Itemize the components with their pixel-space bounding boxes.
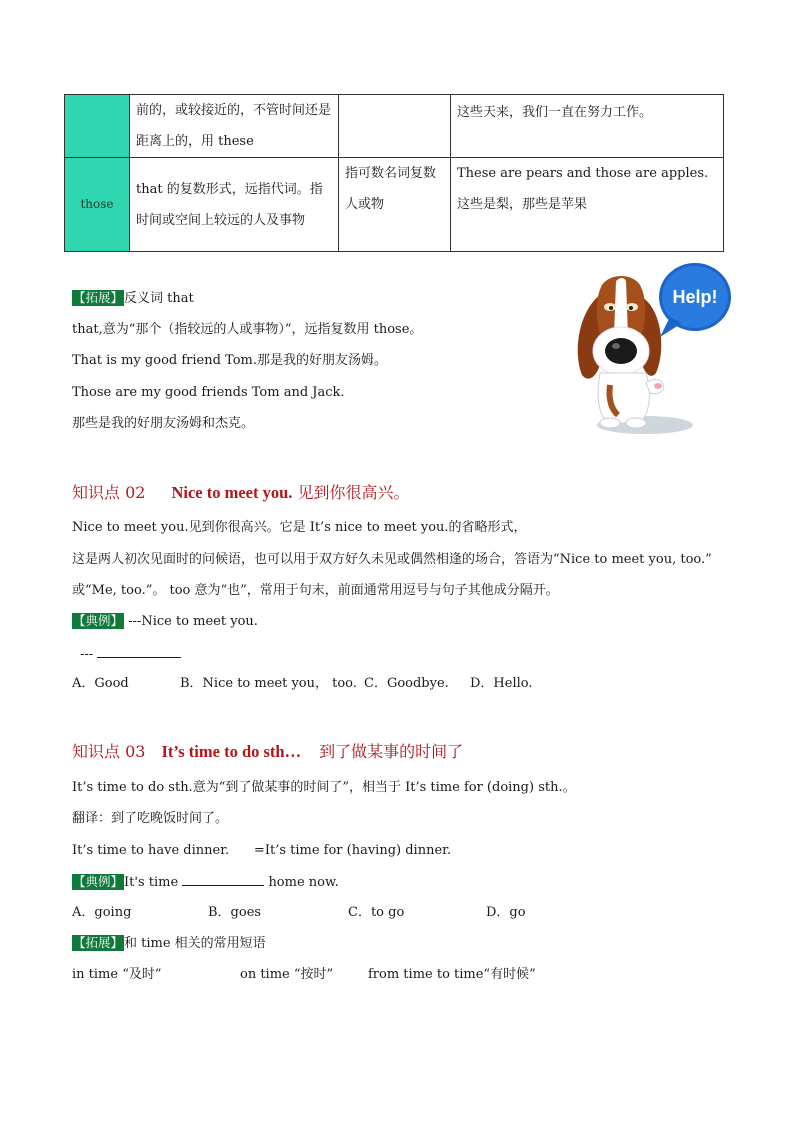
example-tag: 【典例】 [73,874,124,889]
example-blank[interactable] [182,873,264,886]
kp2-option: D．Hello. [470,676,533,691]
extend-line: 那些是我的好朋友汤姆和杰克。 [72,416,255,431]
table-cell-word [65,95,130,158]
table-row [65,158,724,252]
extend-line: that,意为“那个（指较远的人或事物）”，远指复数用 those。 [72,322,423,337]
comparison-table [64,94,724,252]
kp3-option: C．to go [348,905,405,920]
kp2-title-cn: 见到你很高兴。 [297,483,410,502]
table-cell-usage [339,158,451,252]
kp2-label: 知识点 02 [72,483,146,502]
kp3-title-cn: 到了做某事的时间了 [319,742,464,761]
answer-blank[interactable] [97,645,181,658]
table-cell-example [451,95,724,158]
bubble-text: Help! [672,287,718,307]
example-pre: It's time [124,875,179,890]
kp3-option: D．go [486,905,526,920]
example-tag: 【典例】 [73,613,124,628]
extend-title: 和 time 相关的常用短语 [124,936,266,951]
extend-line: Those are my good friends Tom and Jack. [72,385,345,400]
phrase-item: on time “按时” [240,967,334,982]
extend-title: 反义词 that [124,291,194,306]
kp2-title-en: Nice to meet you. [171,483,293,502]
kp2-answer-line [80,645,181,664]
kp2-line: Nice to meet you.见到你很高兴。它是 It’s nice to meet you.的省略形式， [72,520,527,535]
cell-example-text: 这些天来，我们一直在努力工作。 [457,105,653,120]
table-cell-meaning [130,158,339,252]
kp3-option: A．going [72,905,132,920]
kp2-option: C．Goodbye. [364,676,449,691]
example-post: home now. [268,875,339,890]
extend-line: That is my good friend Tom.那是我的好朋友汤姆。 [72,353,387,368]
kp2-line: 或“Me, too.”。 too 意为“也”，常用于句末，前面通常用逗号与句子其他成分隔开。 [72,583,559,598]
answer-dashes: --- [80,647,94,662]
cell-example-text: These are pears and those are apples. 这些是梨，那些是苹果 [457,166,709,212]
table-cell-word [65,158,130,252]
extend-tag: 【拓展】 [73,935,124,950]
cell-usage-text: 指可数名词复数人或物 [345,166,437,212]
kp3-title-en: It’s time to do sth… [161,742,302,761]
table-cell-example [451,158,724,252]
extend-heading [72,290,194,308]
kp2-example [72,613,258,631]
kp3-line: 翻译：到了吃晚饭时间了。 [72,811,229,826]
cell-meaning-text: 前的，或较接近的，不管时间还是距离上的，用 these [136,103,332,149]
kp2-option: B．Nice to meet you， too. [180,676,357,691]
kp2-heading [72,482,410,504]
dog-icon [570,255,740,445]
phrase-item: from time to time“有时候” [368,967,536,982]
cell-word-text: those [80,197,114,211]
kp3-heading [72,741,463,763]
kp3-extend-heading [72,935,266,953]
table-cell-meaning [130,95,339,158]
help-dog-illustration [570,255,740,445]
kp3-line: It’s time to do sth.意为“到了做某事的时间了”，相当于 It’s time for (doing) sth.。 [72,780,576,795]
cell-meaning-text: that 的复数形式，远指代词。指时间或空间上较远的人及事物 [136,181,323,228]
table-row [65,95,724,158]
kp3-option: B．goes [208,905,262,920]
kp2-line: 这是两人初次见面时的问候语，也可以用于双方好久未见或偶然相逢的场合，答语为“Nice to meet you, too.” [72,552,712,567]
kp3-example [72,873,339,892]
extend-tag: 【拓展】 [73,290,124,305]
kp3-label: 知识点 03 [72,742,146,761]
phrase-item: in time “及时” [72,967,162,982]
example-question: ---Nice to meet you. [128,614,258,629]
kp2-option: A．Good [72,676,129,691]
table-cell-usage [339,95,451,158]
kp3-line: It’s time to have dinner. =It’s time for (having) dinner. [72,843,452,858]
